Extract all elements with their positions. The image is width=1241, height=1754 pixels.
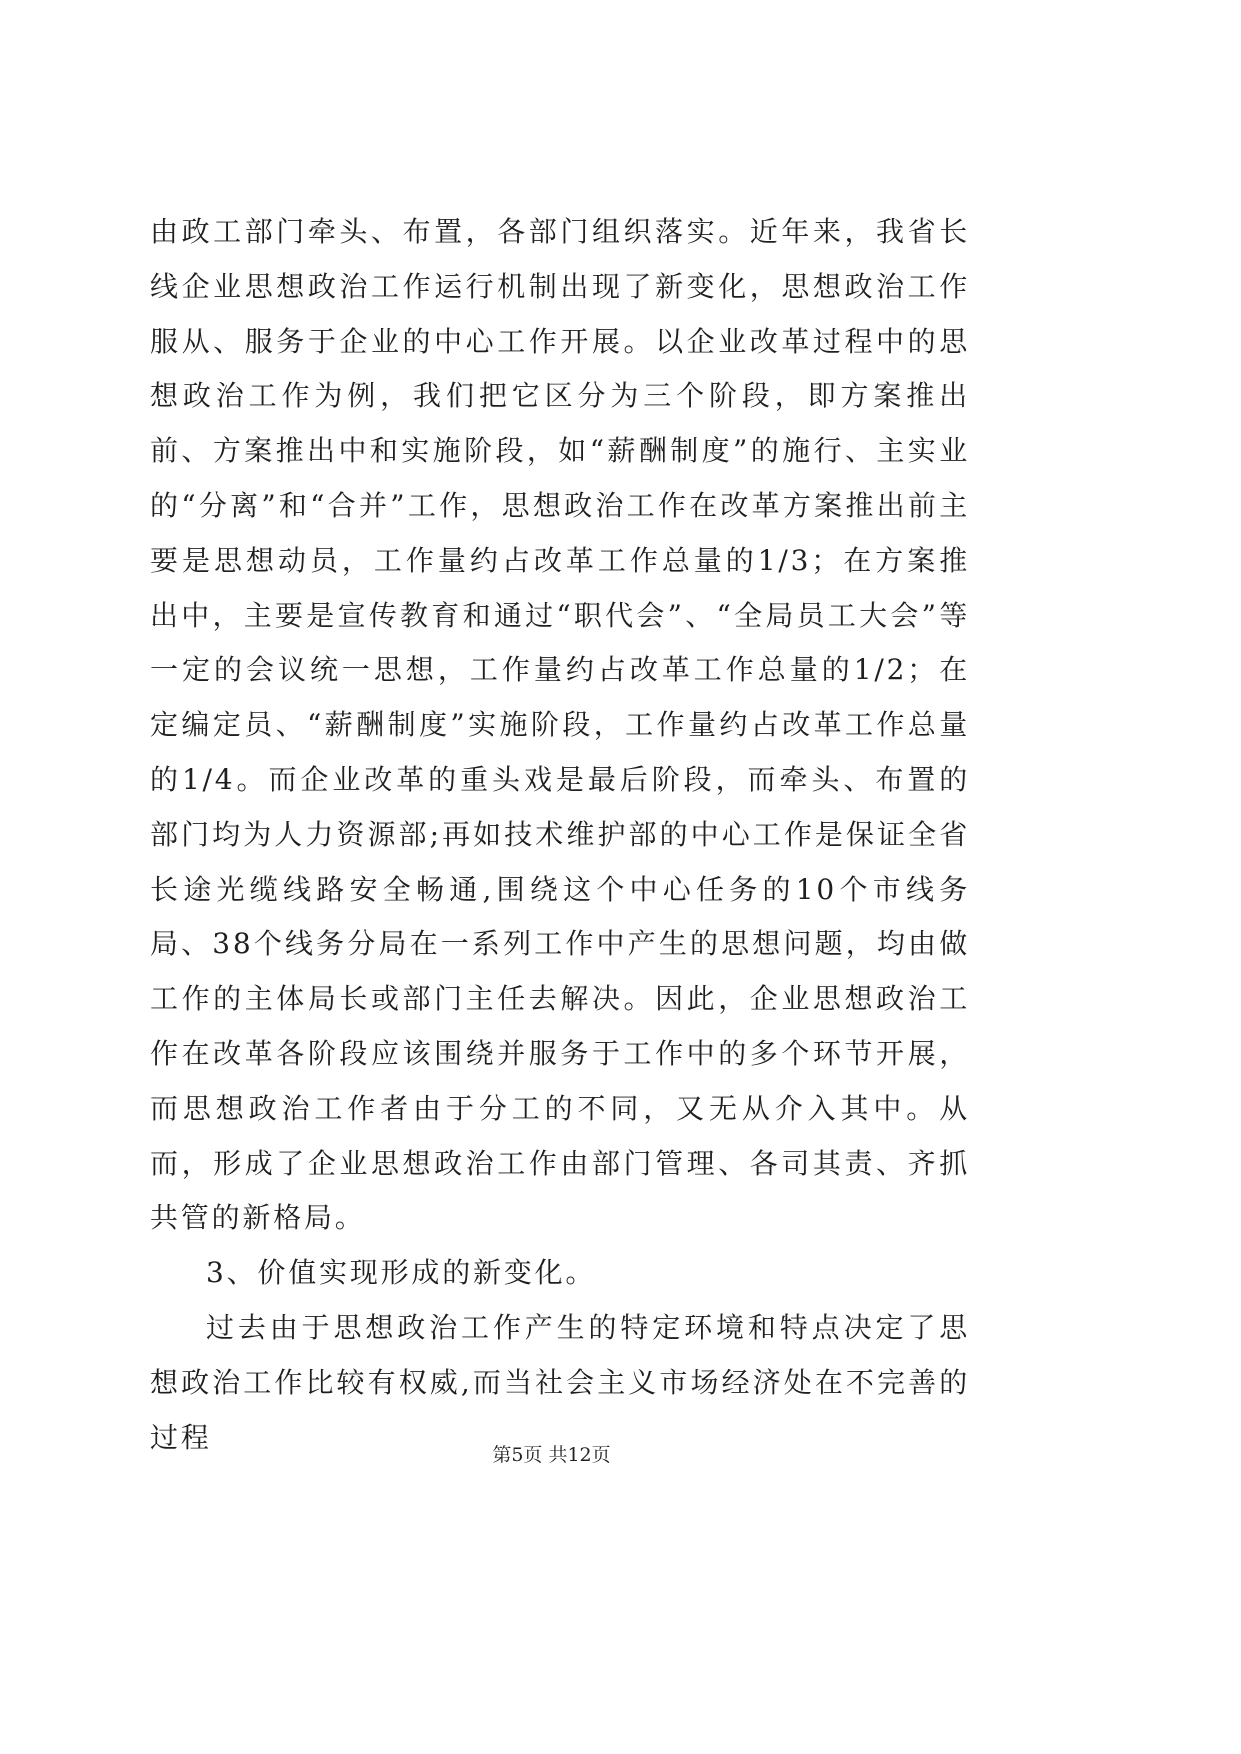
section-heading: 3、价值实现形成的新变化。 bbox=[206, 1256, 597, 1290]
paragraph-continuation: 由政工部门牵头、布置，各部门组织落实。近年来，我省长线企业思想政治工作运行机制出现了新变化，思想政治工作服从、服务于企业的中心工作开展。以企业改革过程中的思想政治工作为例，我们把它区分为三个阶段，即方案推出前、方案推出中和实施阶段，如“薪酬制度”的施行、主实业的“分离”和“合并”工作，思想政治工作在改革方案推出前主要是思想动员，工作量约占改革工作总量的1/3；在方案推出中，主要是宣传教育和通过“职代会”、“全局员工大会”等一定的会议统一思想，工作量约占改革工作总量的1/2；在定编定员、“薪酬制度”实施阶段，工作量约占改革工作总量的1/4。而企业改革的重头戏是最后阶段，而牵头、布置的部门均为人力资源部;再如技术维护部的中心工作是保证全省长途光缆线路安全畅通,围绕这个中心任务的10个市线务局、38个线务分局在一系列工作中产生的思想问题，均由做工作的主体局长或部门主任去解决。因此，企业思想政治工作在改革各阶段应该围绕并服务于工作中的多个环节开展，而思想政治工作者由于分工的不同，又无从介入其中。从而，形成了企业思想政治工作由部门管理、各司其责、齐抓共管的新格局。 bbox=[150, 215, 970, 1235]
paragraph: 过去由于思想政治工作产生的特定环境和特点决定了思想政治工作比较有权威,而当社会主义市场经济处在不完善的过程 bbox=[150, 1310, 970, 1454]
page-number-footer: 第5页 共12页 bbox=[492, 1444, 611, 1466]
document-body bbox=[150, 205, 970, 1465]
